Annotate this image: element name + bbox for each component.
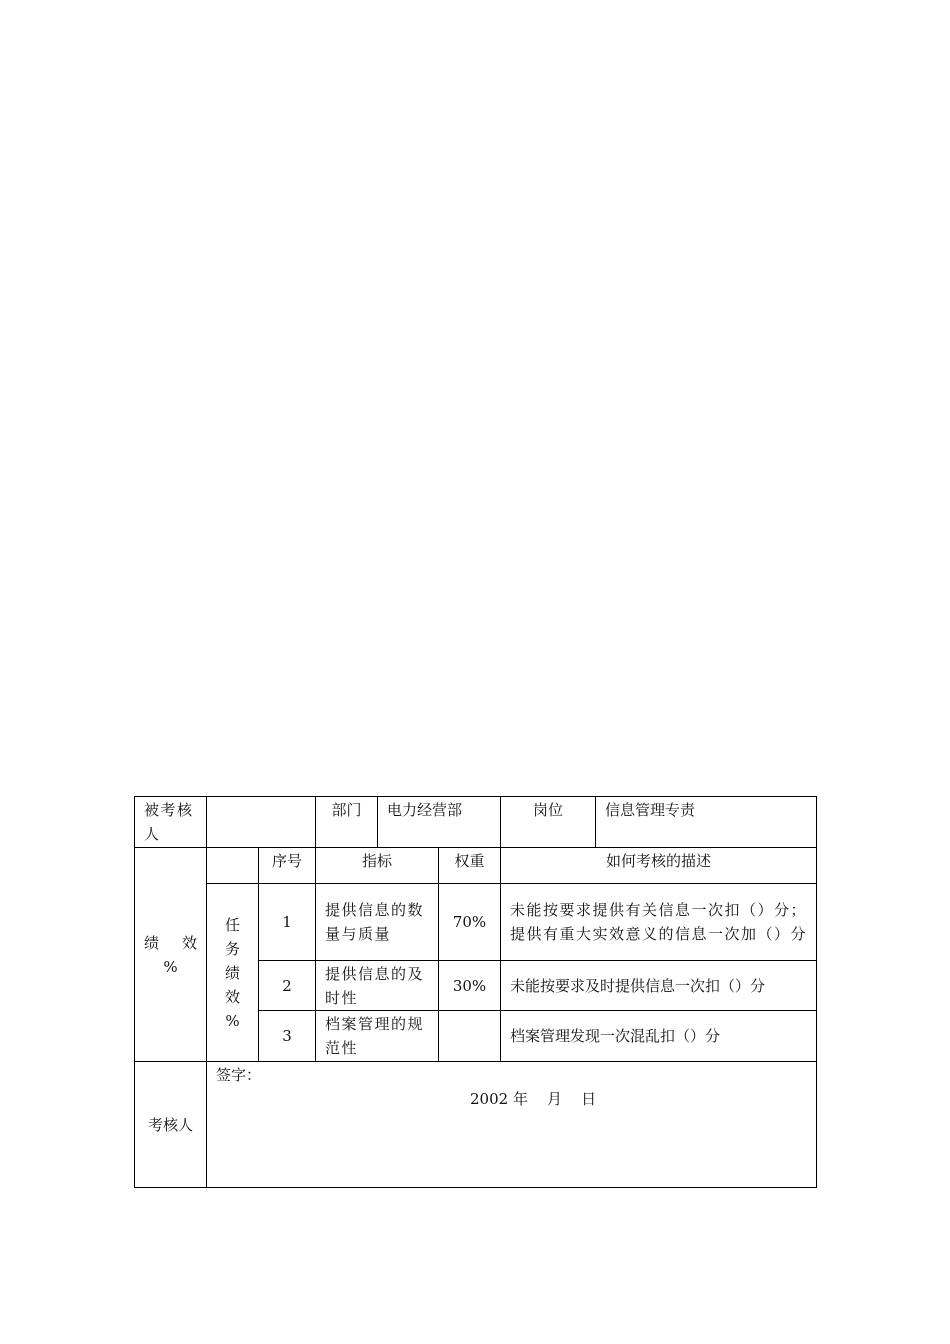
col-indicator-header: 指标	[316, 848, 439, 884]
row-seq: 3	[259, 1011, 316, 1062]
row-weight: 70%	[439, 884, 501, 961]
performance-label-char: 绩	[144, 933, 160, 952]
row-indicator: 提供信息的及时性	[316, 961, 439, 1011]
post-value: 信息管理专责	[596, 797, 817, 848]
sign-date: 2002 年 月 日	[470, 1090, 597, 1108]
col-desc-header: 如何考核的描述	[501, 848, 817, 884]
task-performance-label	[207, 884, 259, 1062]
assessment-form-table	[134, 796, 817, 1188]
assessee-label: 被考核人	[135, 797, 207, 848]
col-weight-header: 权重	[439, 848, 501, 884]
blank-header-cell	[207, 848, 259, 884]
performance-label-pct: %	[163, 957, 178, 976]
row-indicator: 档案管理的规范性	[316, 1011, 439, 1062]
col-seq-header: 序号	[259, 848, 316, 884]
row-desc: 未能按要求及时提供信息一次扣（）分	[501, 961, 817, 1011]
sign-label: 签字：	[216, 1066, 262, 1084]
row-indicator: 提供信息的数量与质量	[316, 884, 439, 961]
performance-label	[135, 848, 207, 1062]
task-char: 绩	[224, 963, 240, 982]
reviewer-label: 考核人	[135, 1062, 207, 1188]
dept-value: 电力经营部	[378, 797, 501, 848]
reviewer-sign-area	[207, 1062, 817, 1188]
task-char: 务	[224, 939, 240, 958]
dept-label: 部门	[316, 797, 378, 848]
performance-label-char: 效	[181, 933, 197, 952]
task-char: 效	[224, 987, 240, 1006]
row-weight: 30%	[439, 961, 501, 1011]
task-char: 任	[224, 915, 240, 934]
row-weight	[439, 1011, 501, 1062]
task-char: %	[225, 1011, 240, 1030]
post-label: 岗位	[501, 797, 596, 848]
assessee-value	[207, 797, 316, 848]
row-desc: 未能按要求提供有关信息一次扣（）分；提供有重大实效意义的信息一次加（）分	[501, 884, 817, 961]
row-seq: 1	[259, 884, 316, 961]
row-desc: 档案管理发现一次混乱扣（）分	[501, 1011, 817, 1062]
row-seq: 2	[259, 961, 316, 1011]
